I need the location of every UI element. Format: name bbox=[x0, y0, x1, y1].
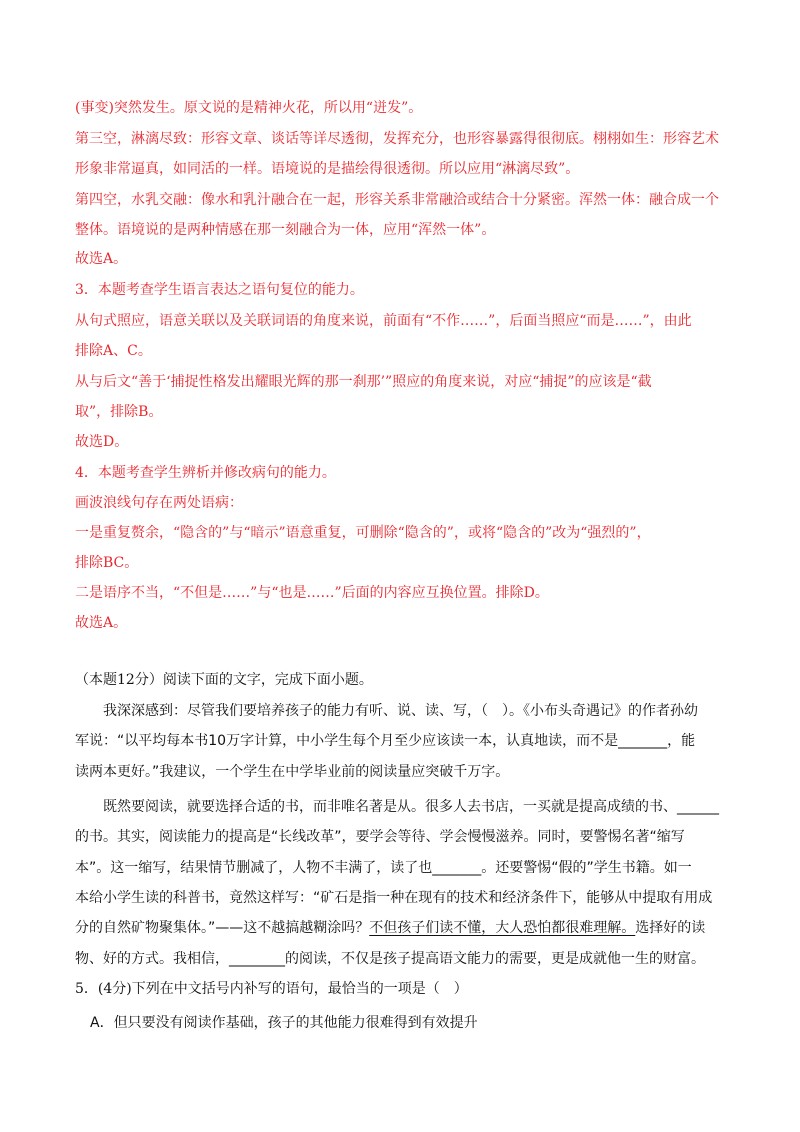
answer-line: 故选A。 bbox=[75, 615, 128, 631]
answer-line: 整体。语境说的是两种情感在那一刻融合为一体，应用“浑然一体”。 bbox=[75, 222, 496, 238]
passage-text: 分的自然矿物聚集体。”——这不越搞越糊涂吗？ bbox=[75, 920, 370, 936]
answer-line: 形象非常逼真，如同活的一样。语境说的是描绘得很透彻。所以应用“淋漓尽致”。 bbox=[75, 161, 580, 177]
passage-line: 本给小学生读的科普书，竟然这样写：“矿石是指一种在现有的技术和经济条件下，能够从中提取有用成 bbox=[75, 890, 713, 906]
passage-line: 既然要阅读，就要选择合适的书，而非唯名著是从。很多人去书店，一买就是提高成绩的书、______ bbox=[103, 799, 719, 815]
answer-line: (事变)突然发生。原文说的是精神火花，所以用“迸发”。 bbox=[75, 100, 423, 116]
passage-line: 物、好的方式。我相信，________的阅读，不仅是孩子提高语文能力的需要，更是成就他一生的财富。 bbox=[75, 951, 705, 967]
answer-line: 取”，排除B。 bbox=[75, 404, 163, 420]
answer-line: 故选A。 bbox=[75, 251, 128, 267]
answer-line: 画波浪线句存在两处语病： bbox=[75, 495, 243, 511]
answer-line: 第四空，水乳交融：像水和乳汁融合在一起，形容关系非常融洽或结合十分紧密。浑然一体：融合成一个 bbox=[75, 192, 719, 208]
answer-line: 从与后文“善于‘捕捉性格发出耀眼光辉的那一刹那’”照应的角度来说，对应“捕捉”的应该是“截 bbox=[75, 374, 652, 390]
passage-line: 的书。其实，阅读能力的提高是“长线改革”，要学会等待、学会慢慢滋养。同时，要警惕名著“缩写 bbox=[75, 829, 685, 845]
wavy-underlined-sentence: 不但孩子们读不懂，大人恐怕都很难理解。 bbox=[369, 920, 636, 936]
passage-line: 军说：“以平均每本书10万字计算，中小学生每个月至少应该读一本，认真地读，而不是_______，能 bbox=[75, 733, 696, 749]
question-5-stem: 5．(4分)下列在中文括号内补写的语句，最恰当的一项是（ ） bbox=[75, 981, 468, 997]
passage-line: 读两本更好。”我建议，一个学生在中学毕业前的阅读量应突破千万字。 bbox=[75, 764, 510, 780]
answer-line: 3．本题考查学生语言表达之语句复位的能力。 bbox=[75, 282, 364, 298]
answer-line: 一是重复赘余，“隐含的”与“暗示”语意重复，可删除“隐含的”，或将“隐含的”改为“强烈的”， bbox=[75, 525, 651, 541]
answer-line: 故选D。 bbox=[75, 434, 129, 450]
answer-line: 排除BC。 bbox=[75, 555, 139, 571]
answer-line: 第三空，淋漓尽致：形容文章、谈话等详尽透彻，发挥充分，也形容暴露得很彻底。栩栩如生：形容艺术 bbox=[75, 131, 719, 147]
answer-line: 排除A、C。 bbox=[75, 343, 152, 359]
passage-line bbox=[75, 918, 725, 938]
option-a: A．但只要没有阅读作基础，孩子的其他能力很难得到有效提升 bbox=[90, 1015, 478, 1031]
passage-line: 我深深感到：尽管我们要培养孩子的能力有听、说、读、写，（ ）。《小布头奇遇记》的作者孙幼 bbox=[103, 703, 698, 719]
answer-line: 从句式照应，语意关联以及关联词语的角度来说，前面有“不作……”，后面当照应“而是……”，由此 bbox=[75, 313, 692, 329]
passage-text: 选择好的读 bbox=[635, 920, 706, 936]
answer-line: 二是语序不当，“不但是……”与“也是……”后面的内容应互换位置。排除D。 bbox=[75, 585, 549, 601]
answer-line: 4．本题考查学生辨析并修改病句的能力。 bbox=[75, 465, 336, 481]
passage-line: 本”。这一缩写，结果情节删减了，人物不丰满了，读了也_______。还要警惕“假的”学生书籍。如一 bbox=[75, 860, 692, 876]
question-intro: （本题12分）阅读下面的文字，完成下面小题。 bbox=[75, 672, 373, 688]
